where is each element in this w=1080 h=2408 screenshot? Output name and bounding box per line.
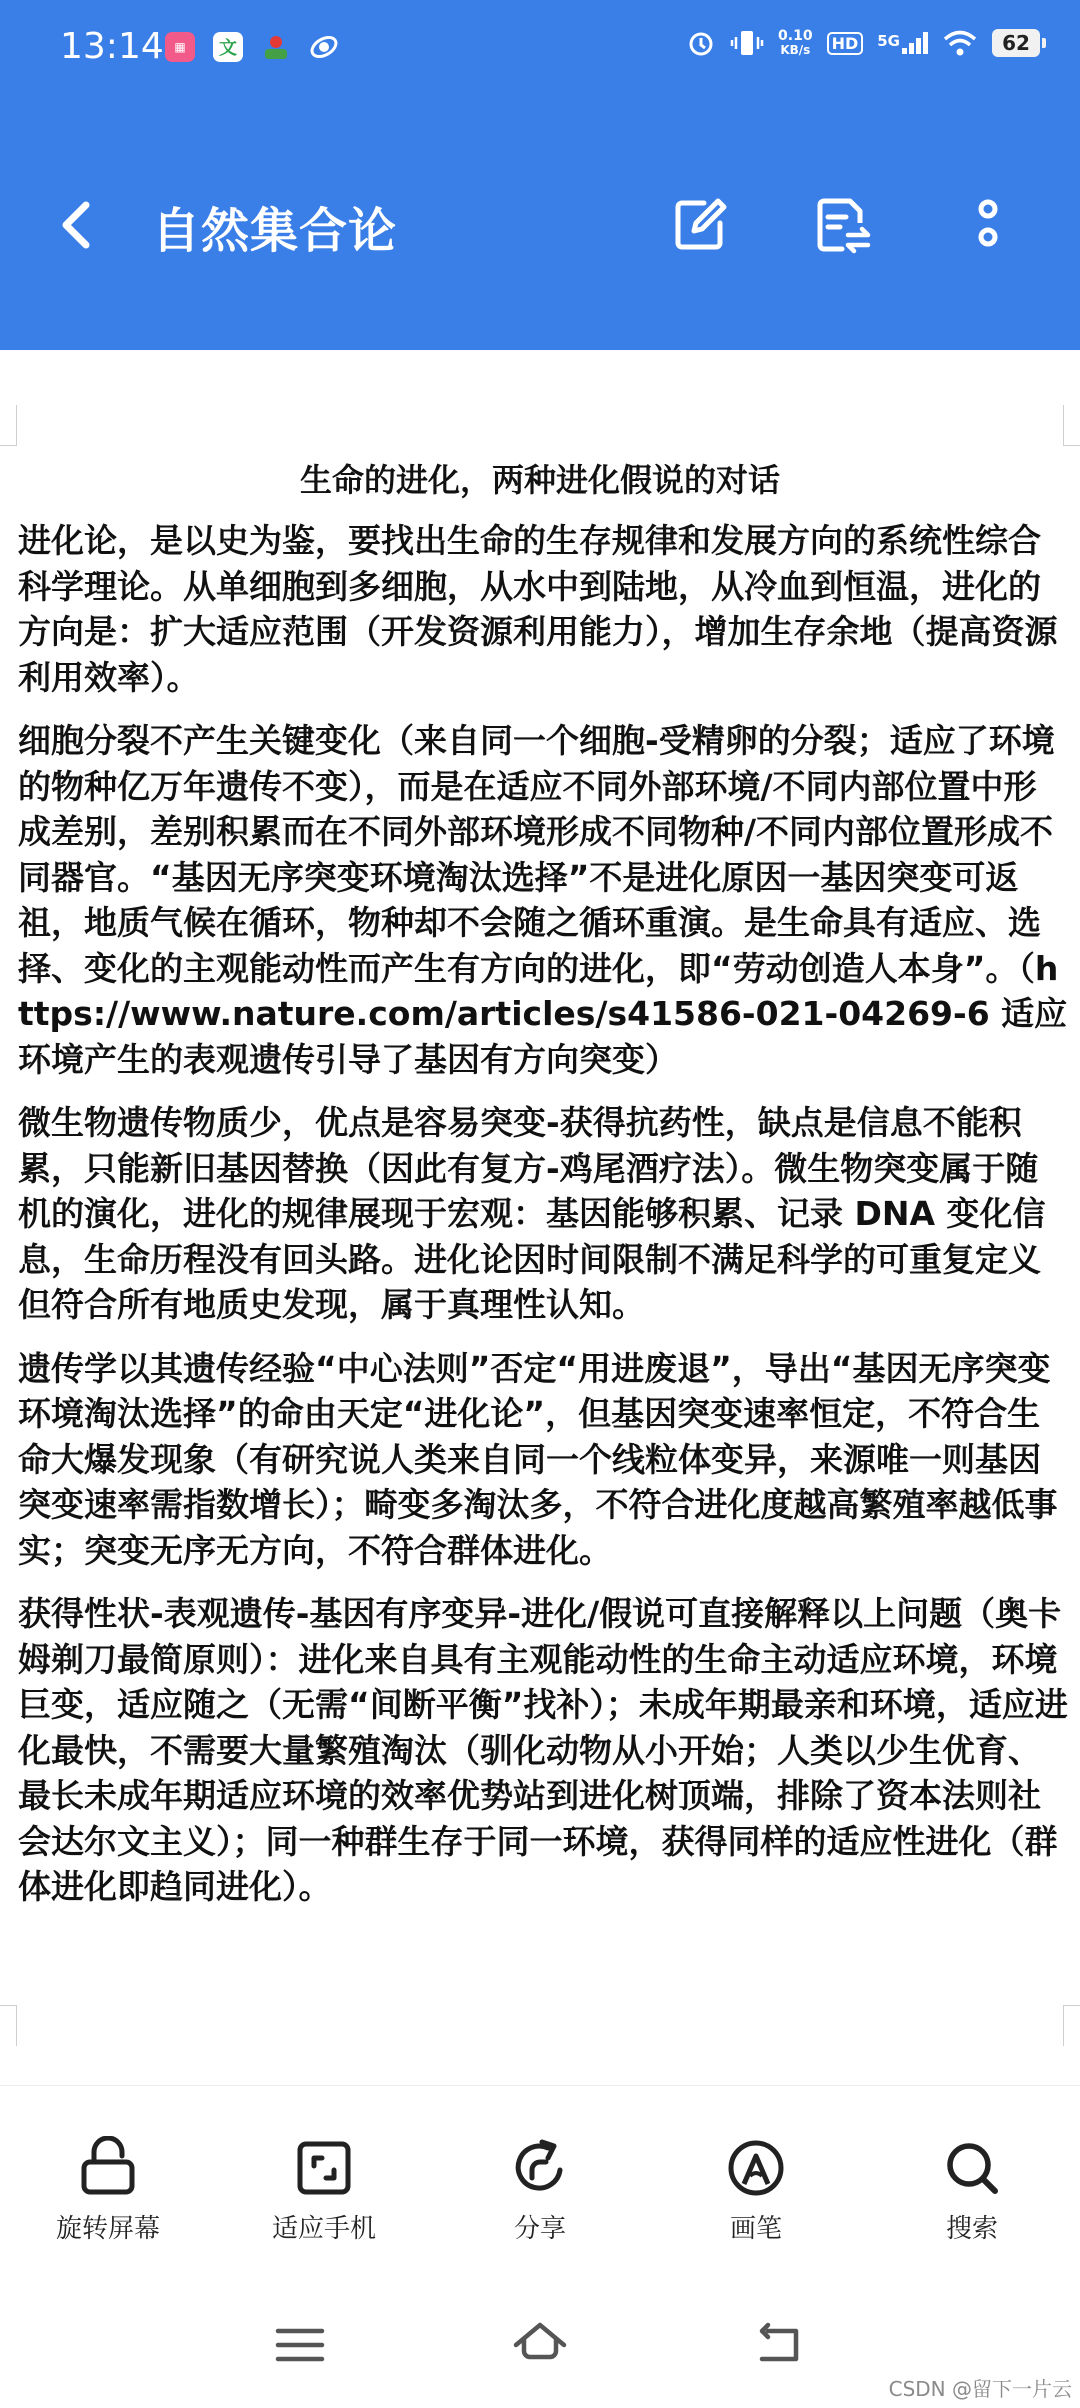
paragraph: 进化论，是以史为鉴，要找出生命的生存规律和发展方向的系统性综合科学理论。从单细胞到多细胞，从水中到陆地，从冷血到恒温，进化的方向是：扩大适应范围（开发资源利用能力），增加生存余地（提高资源利用效率）。 [18,521,1058,697]
battery-icon: 62 [992,29,1040,57]
signal-5g-icon: 5G [877,32,928,54]
swirl-app-icon [309,32,339,62]
watermark: CSDN @留下一片云 [888,2377,1072,2401]
notification-icons [165,32,339,62]
document-heading: 生命的进化，两种进化假说的对话 [299,461,780,499]
search-button[interactable] [882,2136,1062,2245]
rotate-screen-icon [76,2136,140,2200]
paragraph: 细胞分裂不产生关键变化（来自同一个细胞-受精卵的分裂；适应了环境的物种亿万年遗传不变），而是在适应不同外部环境/不同内部位置中形成差别，差别积累而在不同外部环境形成不同物种/不同内部位置形成不同器官。“基因无序突变环境淘汰选择”不是进化原因一基因突变可返祖，地质气候在循环，物种却不会随之循环重演。是生命具有适应、选择、变化的主观能动性而产生有方向的进化，即“劳动创造人本身”。（https://www.nature.com/articles/s41586-021-04269-6 适应环境产生的表观遗传引导了基因有方向突变） [18,721,1068,1079]
share-label: 分享 [513,2214,566,2244]
app-bar [0,100,1080,350]
page-title: 自然集合论 [152,203,398,259]
page-corner-top-left [0,405,17,446]
share-icon [508,2136,572,2200]
rotate-screen-button[interactable] [18,2136,198,2245]
brush-icon [724,2136,788,2200]
edit-icon[interactable] [668,193,732,257]
menu-icon[interactable] [270,2315,330,2375]
status-indicators [686,28,1040,58]
page-corner-top-right [1063,405,1080,446]
fit-phone-icon [292,2136,356,2200]
back-icon[interactable] [750,2315,810,2375]
lolo-app-icon: ▦ [165,32,195,62]
hd-icon: HD [827,32,864,55]
alarm-icon [686,28,716,58]
wen-app-icon: 文 [213,32,243,62]
document-body [18,518,1068,1928]
vibrate-icon [730,28,764,58]
home-icon[interactable] [510,2315,570,2375]
page-corner-bottom-right [1063,2005,1080,2046]
status-time: 13:14 [60,26,164,67]
paragraph: 微生物遗传物质少，优点是容易突变-获得抗药性，缺点是信息不能积累，只能新旧基因替换（因此有复方-鸡尾酒疗法）。微生物突变属于随机的演化，进化的规律展现于宏观：基因能够积累、记录 DNA 变化信息，生命历程没有回头路。进化论因时间限制不满足科学的可重复定义但符合所有地质史发现，属于真理性认知。 [18,1103,1046,1324]
share-button[interactable] [450,2136,630,2245]
document-view[interactable] [0,350,1080,2080]
net-speed: 0.10 KB/s [778,28,813,57]
system-nav-bar [0,2285,1080,2408]
more-icon[interactable] [956,193,1020,257]
paragraph: 遗传学以其遗传经验“中心法则”否定“用进废退”，导出“基因无序突变环境淘汰选择”的命由天定“进化论”，但基因突变速率恒定，不符合生命大爆发现象（有研究说人类来自同一个线粒体变异，来源唯一则基因突变速率需指数增长）；畸变多淘汰多，不符合进化度越高繁殖率越低事实；突变无序无方向，不符合群体进化。 [18,1348,1058,1570]
fit-phone-label: 适应手机 [271,2214,376,2244]
paragraph: 获得性状-表观遗传-基因有序变异-进化/假说可直接解释以上问题（奥卡姆剃刀最简原则）：进化来自具有主观能动性的生命主动适应环境，环境巨变，适应随之（无需“间断平衡”找补）；未成年期最亲和环境，适应进化最快，不需要大量繁殖淘汰（驯化动物从小开始；人类以少生优育、最长未成年期适应环境的效率优势站到进化树顶端，排除了资本法则社会达尔文主义）；同一种群生存于同一环境，获得同样的适应性进化（群体进化即趋同进化）。 [18,1594,1068,1906]
brush-label: 画笔 [729,2214,782,2244]
document-sync-icon[interactable] [810,193,874,257]
bottom-toolbar [0,2085,1080,2286]
game-app-icon [261,32,291,62]
rotate-screen-label: 旋转屏幕 [55,2214,160,2244]
back-arrow-icon[interactable] [50,195,110,255]
fit-phone-button[interactable] [234,2136,414,2245]
search-label: 搜索 [945,2214,998,2244]
wifi-icon [942,28,978,58]
search-icon [940,2136,1004,2200]
brush-button[interactable] [666,2136,846,2245]
status-bar [0,0,1080,100]
page-corner-bottom-left [0,2005,17,2046]
